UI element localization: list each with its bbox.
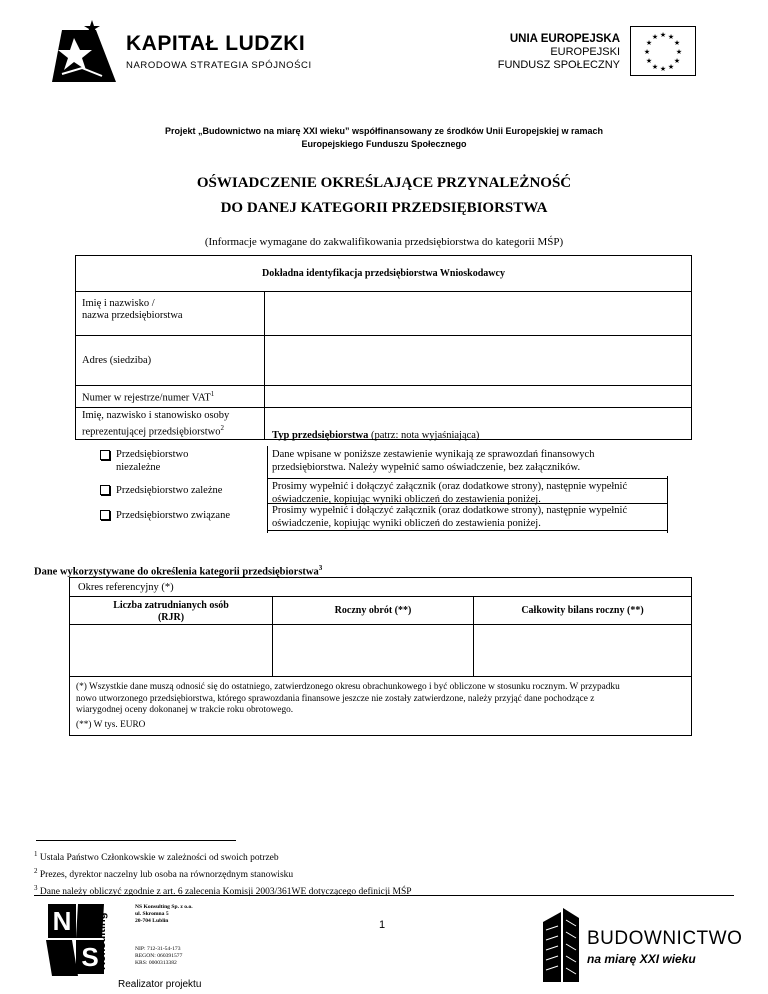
option-column-divider — [267, 446, 268, 533]
footnote-number: 2 — [34, 867, 38, 876]
svg-text:★: ★ — [675, 48, 683, 56]
turnover-header: Roczny obrót (**) — [334, 605, 412, 616]
eu-flag — [630, 26, 696, 76]
name-input-cell[interactable] — [265, 292, 692, 336]
footnotes — [34, 848, 412, 899]
eu-line3: FUNDUSZ SPOŁECZNY — [497, 59, 620, 71]
category-footnote-ref: 3 — [318, 564, 323, 572]
name-label-line-2: nazwa przedsiębiorstwa — [82, 310, 183, 321]
turnover-input-cell[interactable] — [273, 625, 474, 677]
kapital-ludzki-subtitle: NARODOWA STRATEGIA SPÓJNOŚCI — [126, 60, 312, 71]
register-input-cell[interactable] — [265, 386, 692, 408]
register-label: Numer w rejestrze/numer VAT — [82, 392, 211, 404]
enterprise-type-option-dependent[interactable] — [100, 480, 680, 505]
eu-line2: EUROPEJSKI — [550, 46, 620, 58]
document-title — [0, 171, 768, 221]
svg-text:★: ★ — [667, 63, 675, 71]
employees-header-cell — [70, 597, 273, 625]
project-line-2: Europejskiego Funduszu Społecznego — [301, 139, 467, 149]
balance-input-cell[interactable] — [474, 625, 692, 677]
employees-header-line-2: (RJR) — [157, 612, 185, 623]
ns-street: ul. Skromna 5 — [135, 911, 169, 917]
reference-period-label: Okres referencyjny (*) — [78, 581, 174, 593]
address-input-cell[interactable] — [265, 336, 692, 386]
enterprise-type-desc-line-1: Dane wpisane w poniższe zestawienie wynikają ze sprawozdań finansowych — [272, 449, 595, 460]
svg-text:★: ★ — [659, 65, 667, 73]
note-double-star: (**) W tys. EURO — [76, 719, 146, 730]
footnote-separator — [36, 840, 236, 841]
enterprise-type-desc-line-2: oświadczenie, kopiując wyniki obliczeń do zestawienia poniżej. — [272, 518, 541, 529]
svg-text:★: ★ — [645, 57, 653, 65]
enterprise-type-desc-line-1: Prosimy wypełnić i dołączyć załącznik (oraz dodatkowe strony), następnie wypełnić — [272, 481, 628, 492]
svg-text:★: ★ — [645, 39, 653, 47]
ns-krs: KRS: 0000313382 — [135, 960, 177, 966]
footer-divider — [34, 895, 734, 896]
building-icon — [535, 908, 585, 982]
identification-header-text: Dokładna identyfikacja przedsiębiorstwa Wnioskodawcy — [262, 268, 505, 279]
employees-header-line-1: Liczba zatrudnianych osób — [113, 600, 229, 611]
document-title-line-2: DO DANEJ KATEGORII PRZEDSIĘBIORSTWA — [220, 200, 548, 216]
ns-letter-s: S — [76, 940, 104, 974]
ns-nip: NIP: 712-31-54-173 — [135, 946, 181, 952]
address-label-cell — [76, 336, 265, 386]
svg-text:★: ★ — [673, 57, 681, 65]
employees-input-cell[interactable] — [70, 625, 273, 677]
ns-registry — [135, 946, 182, 967]
svg-text:★: ★ — [643, 48, 651, 56]
enterprise-type-desc-line-2: oświadczenie, kopiując wyniki obliczeń do zestawienia poniżej. — [272, 494, 541, 505]
person-label-line-2: reprezentującej przedsiębiorstwo — [82, 426, 221, 438]
note-star-line-1: (*) Wszystkie dane muszą odnosić się do ostatniego, zatwierdzonego okresu obrachunkowego i być obliczone w stosunku rocznym. W przypadku — [76, 682, 620, 692]
ns-address — [135, 904, 193, 925]
identification-table — [75, 255, 692, 440]
option-divider — [268, 503, 667, 504]
address-label: Adres (siedziba) — [82, 355, 152, 366]
budownictwo-title: BUDOWNICTWO — [587, 928, 743, 949]
enterprise-type-option-independent[interactable] — [100, 448, 680, 478]
enterprise-type-option-linked[interactable] — [100, 504, 680, 530]
konsulting-vertical-text: Konsulting — [96, 912, 108, 970]
page-number: 1 — [379, 919, 386, 931]
checkbox-icon[interactable] — [100, 510, 110, 520]
realizator-label: Realizator projektu — [118, 979, 202, 990]
option-divider — [268, 530, 667, 531]
kapital-ludzki-title: KAPITAŁ LUDZKI — [126, 32, 306, 55]
footnote-number: 1 — [34, 850, 38, 858]
turnover-header-cell — [273, 597, 474, 625]
register-label-cell — [76, 386, 265, 408]
ns-company-name: NS Konsulting Sp. z o.o. — [135, 904, 193, 910]
reference-period-cell[interactable] — [70, 578, 692, 597]
option-column-divider — [667, 476, 668, 533]
ns-konsulting-logo — [42, 904, 112, 976]
person-footnote-ref: 2 — [220, 424, 224, 432]
svg-text:★: ★ — [659, 31, 667, 39]
ns-regon: REGON: 060391577 — [135, 953, 183, 959]
person-label-cell — [76, 408, 265, 440]
footnote-item — [34, 848, 412, 865]
ns-city: 20-704 Lublin — [135, 918, 169, 924]
project-line-1: Projekt „Budownictwo na miarę XXI wieku” współfinansowany ze środków Unii Europejskiej w ramach — [164, 126, 604, 136]
name-label-line-1: Imię i nazwisko / — [82, 298, 155, 309]
name-label-cell — [76, 292, 265, 336]
kapital-ludzki-logo — [52, 16, 312, 86]
document-subtitle: (Informacje wymagane do zakwalifikowania przedsiębiorstwa do kategorii MŚP) — [204, 236, 564, 248]
svg-text:★: ★ — [667, 33, 675, 41]
category-section-title-text: Dane wykorzystywane do określenia kategorii przedsiębiorstwa — [34, 566, 319, 578]
footnote-item — [34, 865, 412, 882]
enterprise-type-header-rest: (patrz: nota wyjaśniająca) — [368, 430, 480, 441]
identification-header — [76, 256, 692, 292]
enterprise-type-label-line-1: Przedsiębiorstwo — [116, 449, 189, 460]
category-section-title — [34, 564, 322, 578]
budownictwo-subtitle: na miarę XXI wieku — [587, 952, 696, 966]
checkbox-icon[interactable] — [100, 485, 110, 495]
balance-header-cell — [474, 597, 692, 625]
document-title-line-1: OŚWIADCZENIE OKREŚLAJĄCE PRZYNALEŻNOŚĆ — [196, 175, 572, 191]
enterprise-type-desc-line-2: przedsiębiorstwa. Należy wypełnić samo oświadczenie, bez załączników. — [272, 462, 581, 473]
eu-stars-icon — [631, 27, 695, 75]
enterprise-type-desc-line-1: Prosimy wypełnić i dołączyć załącznik (oraz dodatkowe strony), następnie wypełnić — [272, 505, 628, 516]
footnote-item — [34, 882, 412, 899]
footnote-text: Ustala Państwo Członkowskie w zależności od swoich potrzeb — [39, 853, 279, 864]
footnote-number: 3 — [34, 884, 38, 893]
kapital-ludzki-emblem-icon — [52, 16, 116, 82]
person-label-line-1: Imię, nazwisko i stanowisko osoby — [82, 410, 230, 421]
enterprise-type-label-line-1: Przedsiębiorstwo związane — [116, 510, 230, 521]
svg-text:★: ★ — [673, 39, 681, 47]
balance-header: Całkowity bilans roczny (**) — [521, 605, 644, 616]
enterprise-type-header-bold: Typ przedsiębiorstwa — [272, 430, 369, 441]
ns-letter-n: N — [48, 904, 76, 938]
enterprise-type-label-line-1: Przedsiębiorstwo zależne — [116, 485, 223, 496]
enterprise-type-header — [272, 430, 479, 441]
budownictwo-logo — [535, 908, 743, 988]
enterprise-type-label-line-2: niezależne — [116, 462, 161, 473]
project-info — [0, 125, 768, 151]
footnote-text: Prezes, dyrektor naczelny lub osoba na równorzędnym stanowisku — [39, 870, 294, 881]
eu-text-block — [470, 32, 620, 72]
notes-cell — [70, 677, 692, 736]
category-data-table — [69, 577, 692, 736]
eu-title: UNIA EUROPEJSKA — [509, 33, 620, 45]
register-footnote-ref: 1 — [210, 389, 215, 398]
option-divider — [268, 478, 667, 479]
note-star-line-2: nowo utworzonego przedsiębiorstwa, którego sprawozdania finansowe jeszcze nie zostały zatwierdzone, należy przyjąć dane pochodzące z — [76, 693, 595, 704]
checkbox-icon[interactable] — [100, 450, 110, 460]
svg-text:★: ★ — [651, 33, 659, 41]
footnote-text: Dane należy obliczyć zgodnie z art. 6 zalecenia Komisji 2003/361WE dotyczącego definicji MŚP — [39, 887, 412, 898]
svg-text:★: ★ — [651, 63, 659, 71]
note-star-line-3: wiarygodnej oceny dokonanej w trakcie roku obrotowego. — [76, 705, 294, 715]
